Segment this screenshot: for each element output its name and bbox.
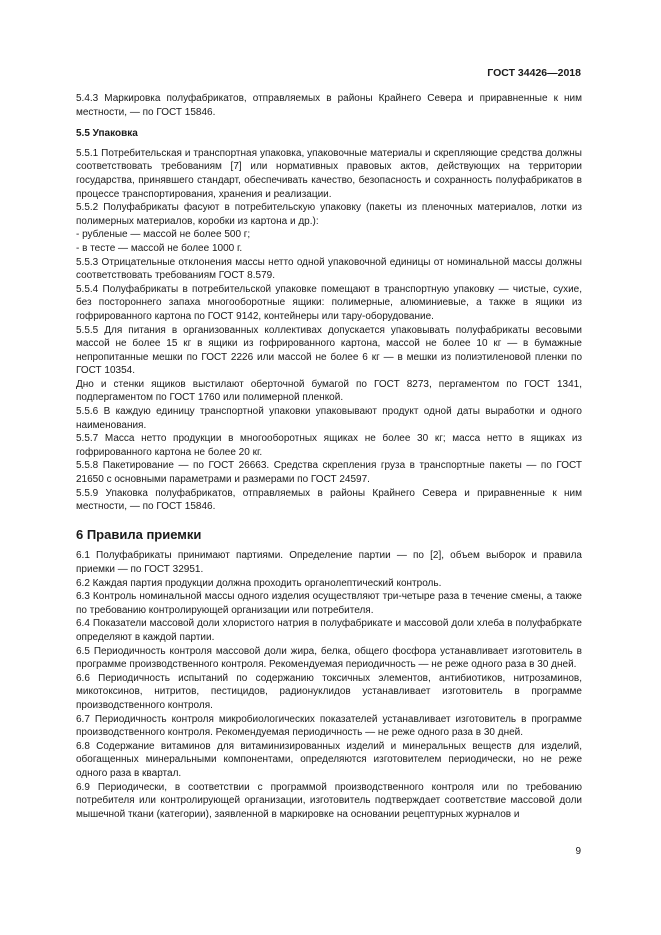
paragraph-6-3: 6.3 Контроль номинальной массы одного изделия осуществляют три-четыре раза в течение смены, а также по требованию контролирующей организации или потребителя. [76,591,582,616]
paragraph-6-8: 6.8 Содержание витаминов для витаминизированных изделий и минеральных веществ для изделий, обогащенных минеральными компонентами, определяются изготовителем периодически, но не реже одного раза в квартал. [76,740,582,779]
paragraph-5-5-9: 5.5.9 Упаковка полуфабрикатов, отправляемых в районы Крайнего Севера и приравненные к ним местности, — по ГОСТ 15846. [76,487,582,513]
page-number: 9 [575,846,581,857]
paragraph-5-5-3: 5.5.3 Отрицательные отклонения массы нетто одной упаковочной единицы от номинальной массы должны соответствовать требованиям ГОСТ 8.579. [76,256,582,282]
list-item-dough: - в тесте — массой не более 1000 г. [76,242,243,254]
paragraph-6-5: 6.5 Периодичность контроля массовой доли жира, белка, общего фосфора устанавливает изготовитель в программе производственного контроля. Рекомендуемая периодичность — не реже одного раза в 30 дней. [76,645,582,671]
paragraph-5-5-5-cont: Дно и стенки ящиков выстилают оберточной бумагой по ГОСТ 8273, пергаментом по ГОСТ 1341, подпергаментом по ГОСТ 1760 или полимерной пленкой. [76,378,582,404]
section-title-6: 6 Правила приемки [76,526,202,542]
document-header: ГОСТ 34426—2018 [487,67,581,79]
section-title-5-5: 5.5 Упаковка [76,128,138,140]
document-body [76,92,582,821]
paragraph-5-5-8: 5.5.8 Пакетирование — по ГОСТ 26663. Средства скрепления груза в транспортные пакеты — по ГОСТ 21650 с основными параметрами и размерами по ГОСТ 24597. [76,460,582,486]
paragraph-5-5-2: 5.5.2 Полуфабрикаты фасуют в потребительскую упаковку (пакеты из пленочных материалов, лотки из полимерных материалов, коробки из картона и др.): [76,202,582,227]
paragraph-6-1: 6.1 Полуфабрикаты принимают партиями. Определение партии — по [2], объем выборок и правила приемки — по ГОСТ 32951. [76,550,582,575]
paragraph-5-5-6: 5.5.6 В каждую единицу транспортной упаковки упаковывают продукт одной даты выработки и одного наименования. [76,406,582,431]
paragraph-6-7: 6.7 Периодичность контроля микробиологических показателей устанавливает изготовитель в программе производственного контроля. Рекомендуемая периодичность — не реже одного раза в 30 дней. [76,713,582,739]
paragraph-6-2: 6.2 Каждая партия продукции должна проходить органолептический контроль. [76,577,442,589]
paragraph-5-5-7: 5.5.7 Масса нетто продукции в многооборотных ящиках не более 30 кг; масса нетто в ящиках из гофрированного картона не более 20 кг. [76,433,582,458]
paragraph-5-5-4: 5.5.4 Полуфабрикаты в потребительской упаковке помещают в транспортную упаковку — чистые, сухие, без постороннего запаха многооборотные ящики: полимерные, алюминиевые, а также в ящики из гофрированного картона по ГОСТ 9142, контейнеры или тару-оборудование. [76,283,582,322]
paragraph-5-5-1: 5.5.1 Потребительская и транспортная упаковка, упаковочные материалы и скрепляющие средства должны соответствовать требованиям [7] или нормативных правовых актов, действующих на территории государства, принявшего стандарт, обеспечивать качество, безопасность и сохранность полуфабрикатов в процессе транспортирования, хранения и реализации. [76,147,582,200]
paragraph-5-4-3: 5.4.3 Маркировка полуфабрикатов, отправляемых в районы Крайнего Севера и приравненные к ним местности, — по ГОСТ 15846. [76,93,582,118]
paragraph-6-4: 6.4 Показатели массовой доли хлористого натрия в полуфабрикате и массовой доли хлеба в полуфабркате определяют в каждой партии. [76,618,582,643]
paragraph-6-6: 6.6 Периодичность испытаний по содержанию токсичных элементов, антибиотиков, нитрозаминов, микотоксинов, нитритов, пестицидов, радионуклидов устанавливает изготовитель в программе производственного контроля. [76,672,582,711]
paragraph-5-5-5: 5.5.5 Для питания в организованных коллективах допускается упаковывать полуфабрикаты весовыми массой не более 15 кг в ящики из гофрированного картона, массой не более 10 кг — в бумажные непропитанные мешки по ГОСТ 2226 или массой не более 6 кг — в мешки из полиэтиленовой пленки по ГОСТ 10354. [76,324,582,377]
list-item-chopped: - рубленые — массой не более 500 г; [76,229,251,241]
paragraph-6-9: 6.9 Периодически, в соответствии с программой производственного контроля или по требованию потребителя или контролирующей организации, изготовитель подтверждает соответствие массовой доли мышечной ткани (категории), заявленной в маркировке на основании рецептурных журналов и [76,781,582,820]
